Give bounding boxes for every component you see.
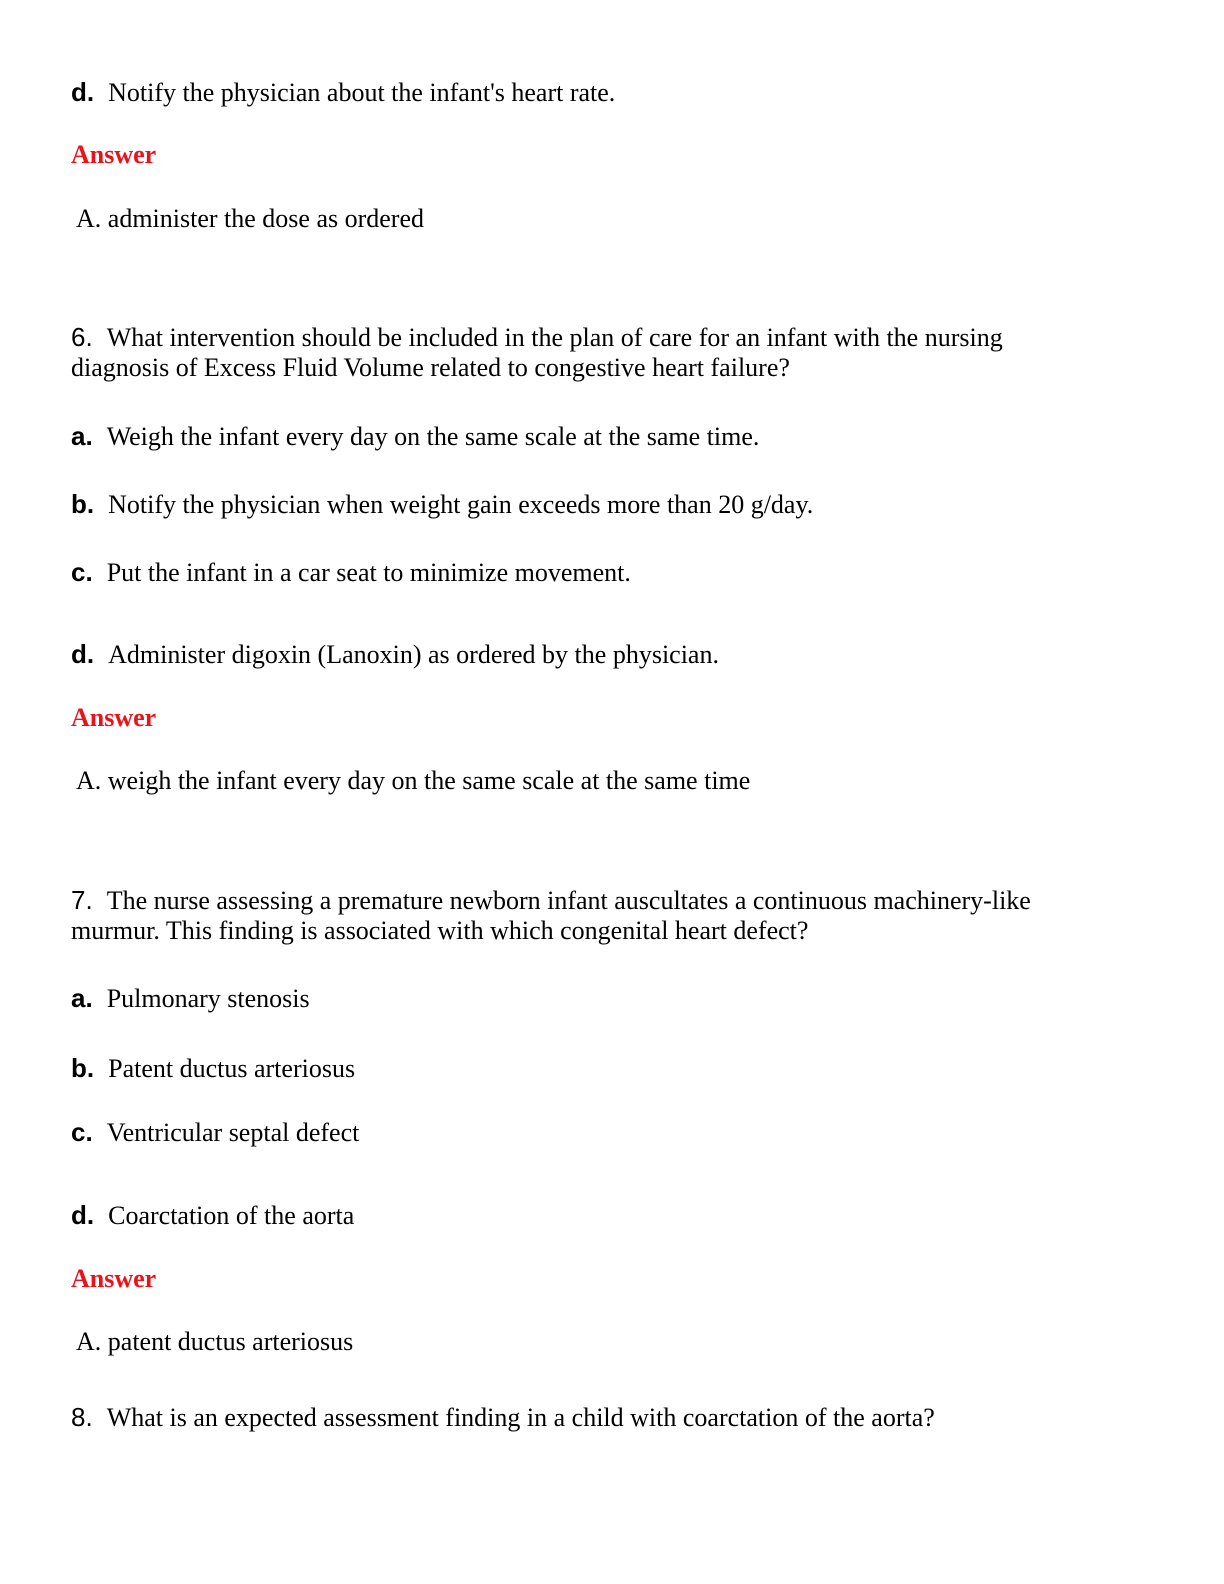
option-text: Coarctation of the aorta [108, 1201, 355, 1230]
option-b [71, 489, 813, 520]
option-text: Notify the physician when weight gain exceeds more than 20 g/day. [108, 490, 814, 519]
option-letter: d. [71, 77, 95, 107]
question-text: What is an expected assessment finding in a child with coarctation of the aorta? [106, 1403, 935, 1432]
answer-text: A. administer the dose as ordered [76, 204, 425, 233]
option-text: Weigh the infant every day on the same scale at the same time. [106, 422, 760, 451]
question-number: 6. [71, 322, 93, 352]
question-line: murmur. This finding is associated with which congenital heart defect? [71, 916, 809, 945]
question-line: diagnosis of Excess Fluid Volume related to congestive heart failure? [71, 353, 790, 382]
option-text: Patent ductus arteriosus [108, 1054, 356, 1083]
option-letter: a. [71, 983, 93, 1013]
option-letter: d. [71, 1200, 95, 1230]
option-c [71, 1117, 359, 1148]
option-letter: c. [71, 1117, 93, 1147]
question-7 [71, 885, 1091, 946]
option-letter: b. [71, 1053, 95, 1083]
question-line [71, 322, 1091, 353]
option-letter: a. [71, 421, 93, 451]
question-text: The nurse assessing a premature newborn infant auscultates a continuous machinery-like [106, 886, 1031, 915]
option-letter: c. [71, 557, 93, 587]
option-text: Notify the physician about the infant's heart rate. [108, 78, 616, 107]
option-text: Pulmonary stenosis [106, 984, 310, 1013]
option-d [71, 1200, 354, 1231]
option-b [71, 1053, 355, 1084]
answer-label: Answer [71, 1264, 157, 1293]
option-c [71, 557, 631, 588]
option-d [71, 639, 719, 670]
option-a [71, 983, 310, 1014]
answer-label: Answer [71, 140, 157, 169]
option-text: Administer digoxin (Lanoxin) as ordered by the physician. [108, 640, 719, 669]
answer-label: Answer [71, 703, 157, 732]
question-text: What intervention should be included in the plan of care for an infant with the nursing [106, 323, 1003, 352]
option-d [71, 77, 615, 108]
answer-text: A. weigh the infant every day on the same scale at the same time [76, 766, 751, 795]
question-number: 7. [71, 885, 93, 915]
option-a [71, 421, 759, 452]
question-6 [71, 322, 1091, 383]
option-letter: b. [71, 489, 95, 519]
answer-text: A. patent ductus arteriosus [76, 1327, 354, 1356]
option-text: Ventricular septal defect [106, 1118, 360, 1147]
question-8 [71, 1402, 935, 1433]
option-letter: d. [71, 639, 95, 669]
question-line [71, 885, 1091, 916]
question-number: 8. [71, 1402, 93, 1432]
option-text: Put the infant in a car seat to minimize movement. [106, 558, 631, 587]
